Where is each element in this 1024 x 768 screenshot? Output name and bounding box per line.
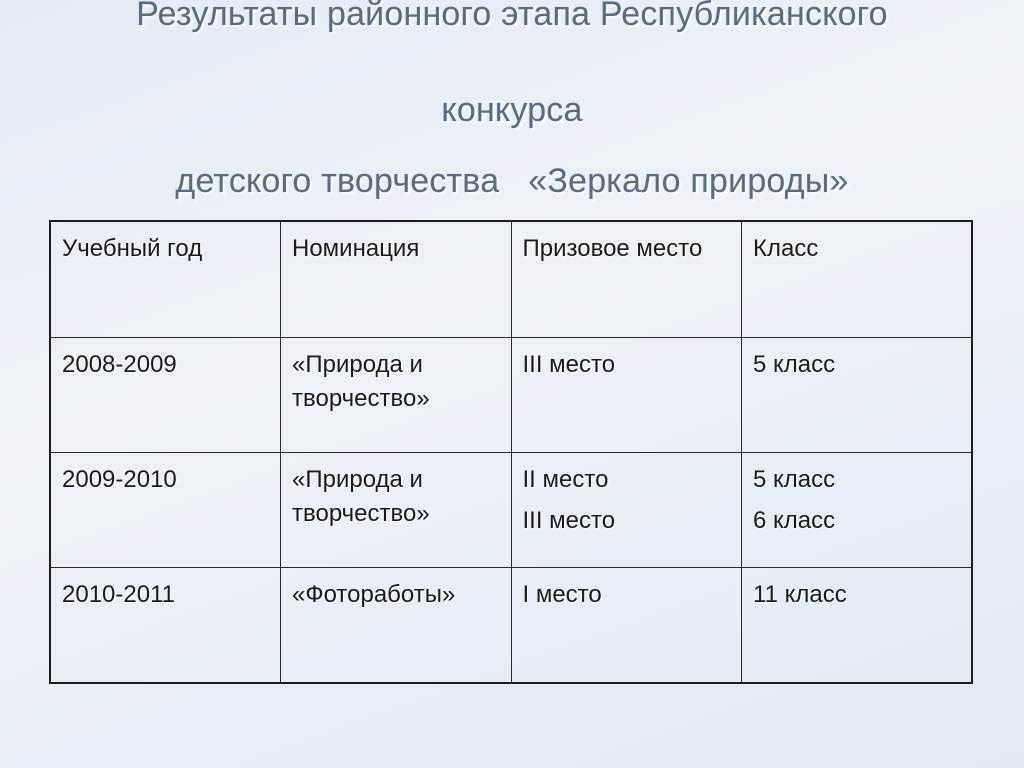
cell-grade xyxy=(742,337,973,452)
table-row xyxy=(50,567,972,683)
cell-grade xyxy=(742,567,973,683)
cell-nomination-line: творчество» xyxy=(292,384,430,412)
slide-title-line-2: конкурса xyxy=(441,91,583,129)
cell-grade-line: 6 класс xyxy=(753,506,836,534)
cell-place xyxy=(511,337,742,452)
cell-year: 2010-2011 xyxy=(50,567,281,683)
cell-grade-line: 5 класс xyxy=(753,465,836,493)
cell-nomination-line: «Природа и xyxy=(292,465,423,493)
table-header-row xyxy=(50,221,972,337)
results-table xyxy=(49,220,973,684)
cell-place-line: I место xyxy=(522,580,602,608)
table-row xyxy=(50,337,972,452)
header-cell-grade: Класс xyxy=(742,221,973,337)
cell-nomination-line: «Природа и xyxy=(292,350,423,378)
cell-year: 2009-2010 xyxy=(50,452,281,567)
cell-place-line: III место xyxy=(522,350,616,378)
cell-nomination xyxy=(281,337,512,452)
cell-grade-line: 5 класс xyxy=(753,350,836,378)
table-row xyxy=(50,452,972,567)
header-cell-year: Учебный год xyxy=(50,221,281,337)
cell-nomination xyxy=(281,452,512,567)
slide-title-line-1: Результаты районного этапа Республиканского xyxy=(136,0,888,33)
cell-nomination xyxy=(281,567,512,683)
cell-place-line: III место xyxy=(522,506,616,534)
cell-grade-line: 11 класс xyxy=(753,580,847,608)
cell-nomination-line: творчество» xyxy=(292,499,430,527)
header-cell-place: Призовое место xyxy=(511,221,742,337)
cell-place-line: II место xyxy=(522,465,609,493)
cell-nomination-line: «Фотоработы» xyxy=(292,580,456,608)
cell-place xyxy=(511,452,742,567)
cell-place xyxy=(511,567,742,683)
cell-grade xyxy=(742,452,973,567)
cell-year: 2008-2009 xyxy=(50,337,281,452)
slide-title-line-3: детского творчества «Зеркало природы» xyxy=(175,162,849,200)
header-cell-nomination: Номинация xyxy=(281,221,512,337)
